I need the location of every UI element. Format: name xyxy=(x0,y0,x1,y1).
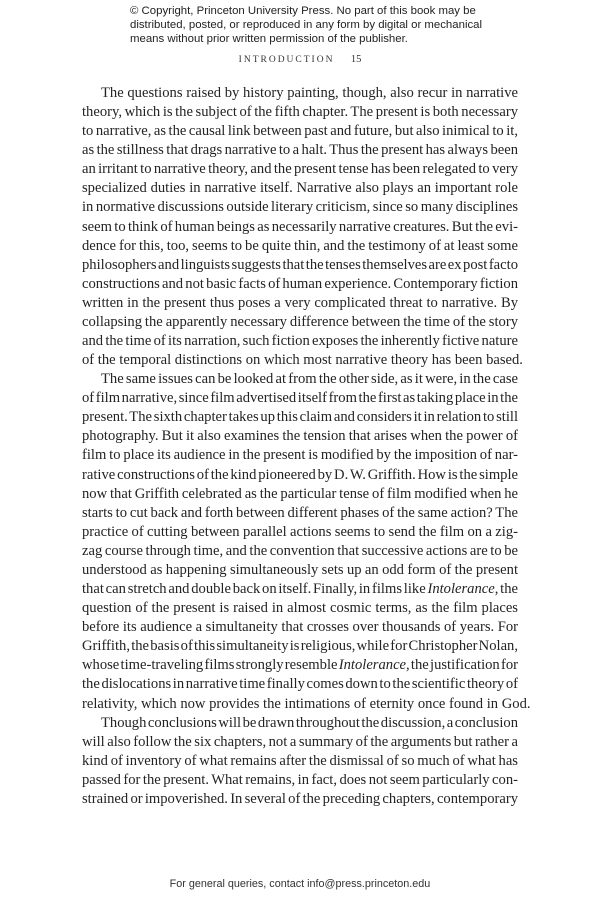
text-line: before its audience a simultaneity that crosses over thousands of years. For xyxy=(82,619,518,636)
text-line: written in the present thus poses a very complicated threat to narrative. By xyxy=(82,294,518,311)
copyright-line: © Copyright, Princeton University Press. No part of this book may be xyxy=(130,5,476,17)
paragraph xyxy=(82,714,518,809)
text-line: strained or impoverished. In several of the preceding chapters, contemporary xyxy=(82,790,518,807)
text-line: Though conclusions will be drawn throughout the discussion, a conclusion xyxy=(101,714,518,731)
text-line: and the time of its narration, such fiction exposes the inherently fictive nature xyxy=(82,333,518,350)
text-segment: whose time-traveling films strongly resemble xyxy=(82,657,339,674)
text-segment: that can stretch and double back on itself. Finally, in films like xyxy=(82,581,428,598)
text-line: Griffith, the basis of this simultaneity is religious, while for Christopher Nolan, xyxy=(82,638,518,655)
text-line: present. The sixth chapter takes up this claim and considers it in relation to still xyxy=(82,409,518,426)
text-line: specialized duties in narrative itself. Narrative also plays an important role xyxy=(82,180,518,197)
text-segment: , the xyxy=(494,581,518,598)
text-line: film to place its audience in the present is modified by the imposition of nar- xyxy=(82,447,518,464)
running-head xyxy=(0,54,600,65)
body-text xyxy=(82,84,531,809)
text-line: The same issues can be looked at from the other side, as it were, in the case xyxy=(101,371,518,388)
text-line: starts to cut back and forth between different phases of the same action? The xyxy=(82,504,518,521)
text-segment: , the justification for xyxy=(406,657,518,674)
footer-contact: For general queries, contact info@press.princeton.edu xyxy=(169,878,431,890)
text-line: now that Griffith celebrated as the particular tense of film modified when he xyxy=(82,485,518,502)
text-line: rative constructions of the kind pioneered by D. W. Griffith. How is the simple xyxy=(82,466,518,483)
text-line: constructions and not basic facts of human experience. Contemporary fiction xyxy=(82,275,518,292)
text-line: to narrative, as the causal link between past and future, but also inimical to it, xyxy=(82,123,518,140)
paragraph xyxy=(82,84,523,370)
text-line: in normative discussions outside literary criticism, since so many disciplines xyxy=(82,199,518,216)
text-line: dence for this, too, seems to be quite thin, and the testimony of at least some xyxy=(82,237,518,254)
film-title-italic: Intolerance xyxy=(427,581,495,598)
text-line: of the temporal distinctions on which most narrative theory has been based. xyxy=(82,352,523,369)
copyright-notice xyxy=(130,4,483,46)
text-line: passed for the present. What remains, in fact, does not seem particularly con- xyxy=(82,771,518,788)
running-head-title: INTRODUCTION xyxy=(238,55,335,65)
text-line: the dislocations in narrative time finally comes down to the scientific theory of xyxy=(82,676,518,693)
text-line: will also follow the six chapters, not a summary of the arguments but rather a xyxy=(82,733,518,750)
text-line: theory, which is the subject of the fifth chapter. The present is both necessary xyxy=(82,104,518,121)
text-line: of film narrative, since film advertised itself from the first as taking place in the xyxy=(82,390,518,407)
text-line xyxy=(82,656,518,675)
film-title-italic: Intolerance xyxy=(338,657,407,674)
text-line: The questions raised by history painting, though, also recur in narrative xyxy=(101,85,518,101)
text-line: seem to think of human beings as necessarily narrative creatures. But the evi- xyxy=(82,218,518,235)
text-line: philosophers and linguists suggests that the tenses themselves are ex post facto xyxy=(82,256,518,273)
text-line: question of the present is raised in almost cosmic terms, as the film places xyxy=(82,600,518,617)
copyright-line: means without prior written permission of the publisher. xyxy=(130,33,408,45)
text-line: zag course through time, and the convention that successive actions are to be xyxy=(82,542,518,559)
text-line: an irritant to narrative theory, and the present tense has been relegated to very xyxy=(82,161,518,178)
text-line xyxy=(82,580,518,599)
text-line: understood as happening simultaneously sets up an odd form of the present xyxy=(82,561,518,578)
text-line: photography. But it also examines the tension that arises when the power of xyxy=(82,428,518,445)
text-line: relativity, which now provides the intimations of eternity once found in God. xyxy=(82,695,531,712)
copyright-line: distributed, posted, or reproduced in any form by digital or mechanical xyxy=(130,19,483,31)
text-line: kind of inventory of what remains after the dismissal of so much of what has xyxy=(82,752,518,769)
page-number: 15 xyxy=(350,54,362,65)
paragraph xyxy=(82,370,531,713)
text-line: collapsing the apparently necessary difference between the time of the story xyxy=(82,313,518,330)
text-line: as the stillness that drags narrative to a halt. Thus the present has always been xyxy=(82,142,518,159)
text-line: practice of cutting between parallel actions seems to send the film on a zig- xyxy=(82,523,518,540)
